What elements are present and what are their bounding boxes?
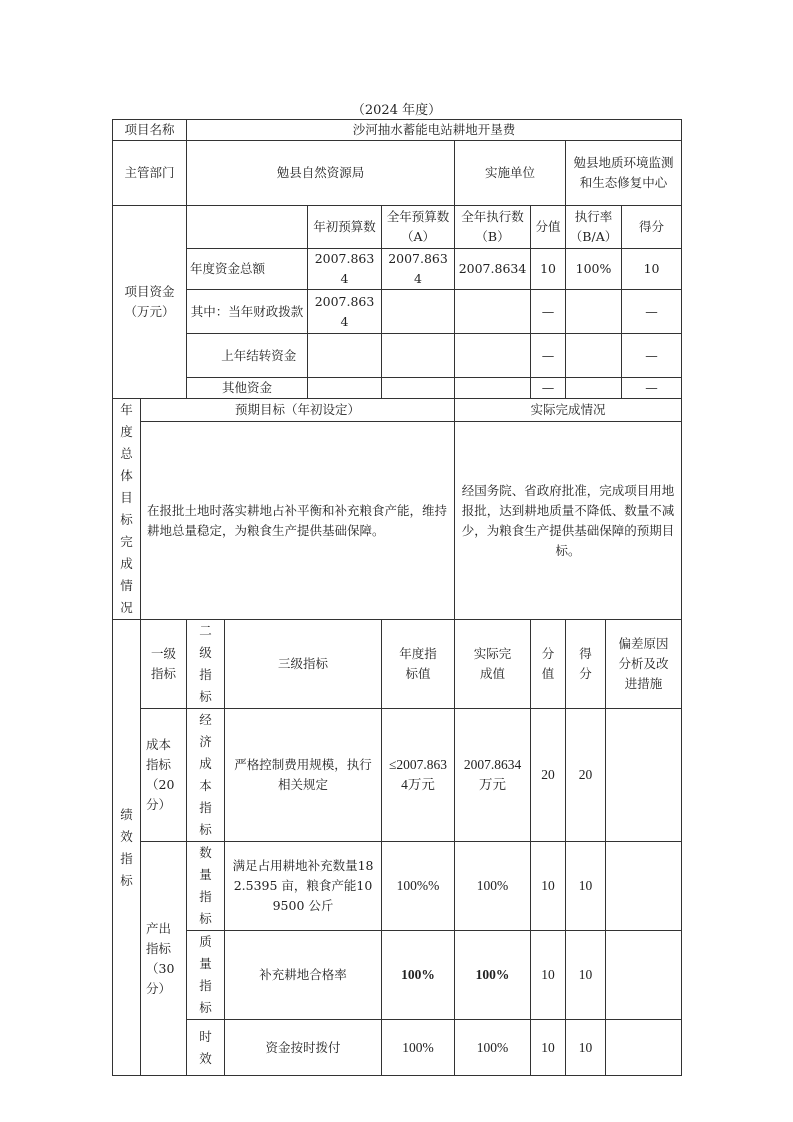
funds-row-executed bbox=[455, 334, 531, 378]
perf-target: 100% bbox=[382, 931, 455, 1020]
perf-actual: 100% bbox=[455, 842, 531, 931]
funds-row-rate bbox=[566, 378, 622, 399]
perf-score-value: 10 bbox=[531, 1020, 566, 1076]
funds-row-score-value: — bbox=[531, 334, 566, 378]
perf-header-level2: 二级指标 bbox=[187, 620, 225, 709]
perf-cost-group-label: 成本指标（20分） bbox=[141, 709, 187, 842]
goals-section-label: 年度总体目标完成情况 bbox=[113, 399, 141, 620]
perf-target: ≤2007.8634万元 bbox=[382, 709, 455, 842]
funds-row-rate bbox=[566, 290, 622, 334]
funds-header-rate: 执行率（B/A） bbox=[566, 206, 622, 249]
dept-label: 主管部门 bbox=[113, 141, 187, 206]
funds-row-score: — bbox=[622, 290, 682, 334]
funds-row-executed bbox=[455, 290, 531, 334]
perf-header-level1: 一级指标 bbox=[141, 620, 187, 709]
funds-header-score: 得分 bbox=[622, 206, 682, 249]
funds-header-executed: 全年执行数（B） bbox=[455, 206, 531, 249]
funds-row-executed bbox=[455, 378, 531, 399]
goals-expected-header: 预期目标（年初设定） bbox=[141, 399, 455, 422]
funds-row-label: 年度资金总额 bbox=[187, 249, 308, 290]
goals-actual-text: 经国务院、省政府批准，完成项目用地报批，达到耕地质量不降低、数量不减少，为粮食生产提供基础保障的预期目标。 bbox=[455, 422, 682, 620]
perf-score-value: 10 bbox=[531, 931, 566, 1020]
perf-deviation bbox=[606, 709, 682, 842]
perf-level2: 时效 bbox=[187, 1020, 225, 1076]
funds-row-score-value: — bbox=[531, 378, 566, 399]
funds-row-score: 10 bbox=[622, 249, 682, 290]
perf-target: 100% bbox=[382, 1020, 455, 1076]
funds-row-initial bbox=[308, 334, 382, 378]
funds-row-budget bbox=[382, 378, 455, 399]
impl-label: 实施单位 bbox=[455, 141, 566, 206]
funds-row-initial: 2007.8634 bbox=[308, 249, 382, 290]
funds-row-initial: 2007.8634 bbox=[308, 290, 382, 334]
perf-score-value: 10 bbox=[531, 842, 566, 931]
funds-row-initial bbox=[308, 378, 382, 399]
funds-header-blank bbox=[187, 206, 308, 249]
perf-header-actual: 实际完成值 bbox=[455, 620, 531, 709]
funds-header-score-value: 分值 bbox=[531, 206, 566, 249]
funds-row-budget bbox=[382, 290, 455, 334]
perf-section-label: 绩效指标 bbox=[113, 620, 141, 1076]
goals-expected-text: 在报批土地时落实耕地占补平衡和补充粮食产能，维持耕地总量稳定，为粮食生产提供基础保障。 bbox=[141, 422, 455, 620]
project-name-value: 沙河抽水蓄能电站耕地开垦费 bbox=[187, 120, 682, 141]
funds-row-label: 其他资金 bbox=[187, 378, 308, 399]
perf-header-level3: 三级指标 bbox=[225, 620, 382, 709]
perf-output-group-label: 产出指标（30分） bbox=[141, 842, 187, 1076]
perf-deviation bbox=[606, 1020, 682, 1076]
perf-score: 10 bbox=[566, 842, 606, 931]
funds-row-score-value: — bbox=[531, 290, 566, 334]
funds-row-score: — bbox=[622, 334, 682, 378]
funds-header-budget: 全年预算数（A） bbox=[382, 206, 455, 249]
goals-actual-header: 实际完成情况 bbox=[455, 399, 682, 422]
funds-row-score-value: 10 bbox=[531, 249, 566, 290]
perf-actual: 100% bbox=[455, 931, 531, 1020]
perf-level2: 经济成本指标 bbox=[187, 709, 225, 842]
impl-value: 勉县地质环境监测和生态修复中心 bbox=[566, 141, 682, 206]
perf-level2: 质量指标 bbox=[187, 931, 225, 1020]
funds-row-score: — bbox=[622, 378, 682, 399]
perf-score: 10 bbox=[566, 1020, 606, 1076]
funds-row-rate bbox=[566, 334, 622, 378]
perf-score-value: 20 bbox=[531, 709, 566, 842]
performance-table bbox=[112, 119, 682, 1076]
dept-value: 勉县自然资源局 bbox=[187, 141, 455, 206]
perf-level3: 资金按时拨付 bbox=[225, 1020, 382, 1076]
perf-level2: 数量指标 bbox=[187, 842, 225, 931]
perf-deviation bbox=[606, 842, 682, 931]
perf-score: 20 bbox=[566, 709, 606, 842]
perf-actual: 100% bbox=[455, 1020, 531, 1076]
perf-header-score-value: 分值 bbox=[531, 620, 566, 709]
funds-row-label: 其中：当年财政拨款 bbox=[187, 290, 308, 334]
project-name-label: 项目名称 bbox=[113, 120, 187, 141]
perf-deviation bbox=[606, 931, 682, 1020]
year-label: （2024 年度） bbox=[351, 103, 442, 118]
perf-level3: 满足占用耕地补充数量182.5395 亩，粮食产能109500 公斤 bbox=[225, 842, 382, 931]
perf-score: 10 bbox=[566, 931, 606, 1020]
perf-header-score: 得分 bbox=[566, 620, 606, 709]
funds-section-label: 项目资金（万元） bbox=[113, 206, 187, 399]
funds-row-budget: 2007.8634 bbox=[382, 249, 455, 290]
perf-target: 100%% bbox=[382, 842, 455, 931]
funds-header-initial: 年初预算数 bbox=[308, 206, 382, 249]
perf-level3: 严格控制费用规模，执行相关规定 bbox=[225, 709, 382, 842]
perf-header-deviation: 偏差原因分析及改进措施 bbox=[606, 620, 682, 709]
funds-row-budget bbox=[382, 334, 455, 378]
perf-actual: 2007.8634万元 bbox=[455, 709, 531, 842]
perf-header-target: 年度指标值 bbox=[382, 620, 455, 709]
funds-row-label: 上年结转资金 bbox=[187, 334, 308, 378]
funds-row-executed: 2007.8634 bbox=[455, 249, 531, 290]
perf-level3: 补充耕地合格率 bbox=[225, 931, 382, 1020]
funds-row-rate: 100% bbox=[566, 249, 622, 290]
